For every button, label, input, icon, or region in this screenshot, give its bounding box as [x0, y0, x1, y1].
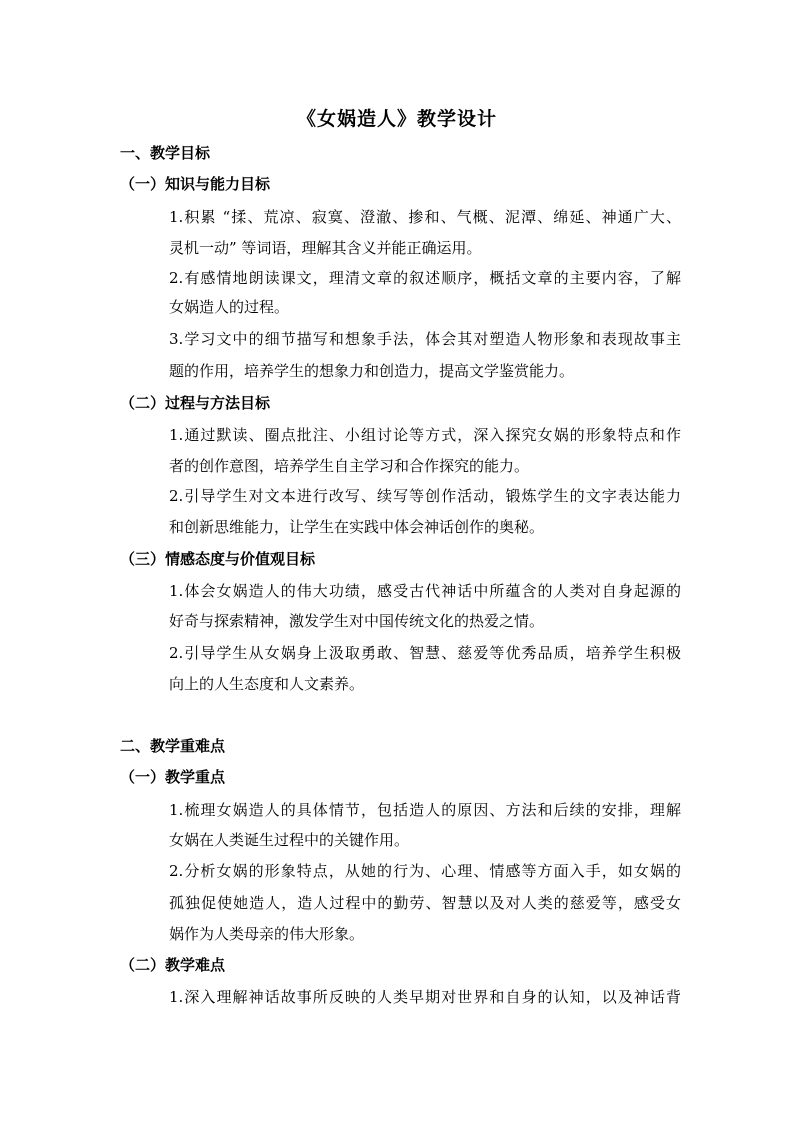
paragraph-line: 1.深入理解神话故事所反映的人类早期对世界和自身的认知，以及神话背	[169, 988, 681, 1006]
paragraph-line: 女娲在人类诞生过程中的关键作用。	[169, 831, 410, 849]
subsection-heading: （二）教学难点	[120, 956, 226, 974]
paragraph-line: 3.学习文中的细节描写和想象手法，体会其对塑造人物形象和表现故事主	[169, 330, 681, 348]
paragraph-line: 1.积累 “揉、荒凉、寂寞、澄澈、掺和、气概、泥潭、绵延、神通广大、	[169, 208, 681, 226]
paragraph-line: 2.引导学生对文本进行改写、续写等创作活动，锻炼学生的文字表达能力	[169, 487, 681, 505]
paragraph-line: 1.通过默读、圈点批注、小组讨论等方式，深入探究女娲的形象特点和作	[169, 426, 681, 444]
paragraph-line: 1.体会女娲造人的伟大功绩，感受古代神话中所蕴含的人类对自身起源的	[169, 582, 681, 600]
paragraph-line: 和创新思维能力，让学生在实践中体会神话创作的奥秘。	[169, 518, 545, 536]
paragraph-line: 好奇与探索精神，激发学生对中国传统文化的热爱之情。	[169, 612, 545, 630]
paragraph-line: 向上的人生态度和人文素养。	[169, 675, 365, 693]
paragraph-line: 孤独促使她造人，造人过程中的勤劳、智慧以及对人类的慈爱等，感受女	[169, 894, 681, 912]
paragraph-line: 2.分析女娲的形象特点，从她的行为、心理、情感等方面入手，如女娲的	[169, 862, 681, 880]
paragraph-line: 者的创作意图，培养学生自主学习和合作探究的能力。	[169, 457, 530, 475]
paragraph-line: 娲作为人类母亲的伟大形象。	[169, 925, 365, 943]
section-heading: 一、教学目标	[120, 144, 211, 162]
paragraph-line: 2.引导学生从女娲身上汲取勇敢、智慧、慈爱等优秀品质，培养学生积极	[169, 644, 681, 662]
paragraph-line: 题的作用，培养学生的想象力和创造力，提高文学鉴赏能力。	[169, 362, 575, 380]
document-title: 《女娲造人》教学设计	[296, 108, 497, 130]
paragraph-line: 灵机一动” 等词语，理解其含义并能正确运用。	[169, 239, 482, 257]
subsection-heading: （一）教学重点	[120, 768, 226, 786]
subsection-heading: （二）过程与方法目标	[120, 394, 271, 412]
subsection-heading: （三）情感态度与价值观目标	[120, 550, 316, 568]
subsection-heading: （一）知识与能力目标	[120, 175, 271, 193]
paragraph-line: 2.有感情地朗读课文，理清文章的叙述顺序，概括文章的主要内容，了解	[169, 269, 681, 287]
section-heading: 二、教学重难点	[120, 737, 226, 755]
paragraph-line: 女娲造人的过程。	[169, 298, 290, 316]
paragraph-line: 1.梳理女娲造人的具体情节，包括造人的原因、方法和后续的安排，理解	[169, 801, 681, 819]
